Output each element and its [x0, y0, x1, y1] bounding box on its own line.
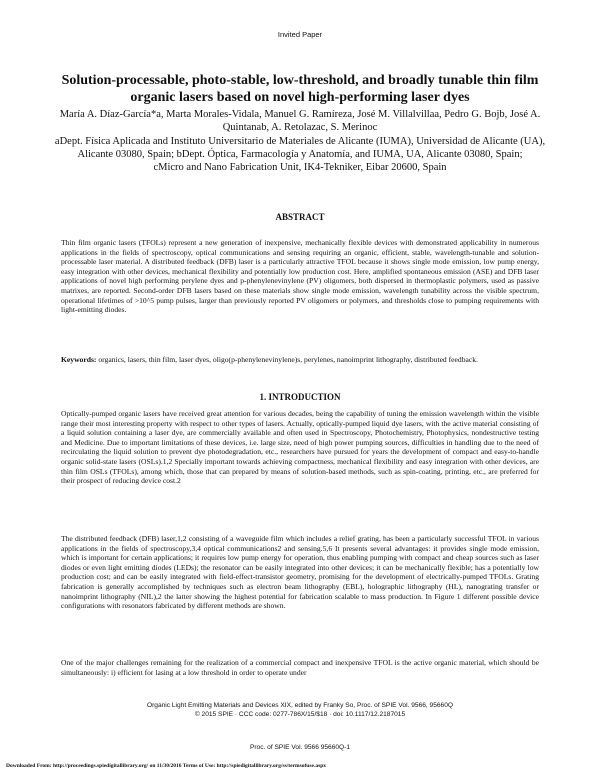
abstract-text: Thin film organic lasers (TFOLs) represent a new generation of inexpensive, mechanically flexible devices with demonstrated applicability in numerous applications in the fields of spectroscopy, optical communications and sensing requiring an organic, efficient, stable, wavelength-tunable and solution-processable laser material. A distributed feedback (DFB) laser is a particularly attractive TFOL because it shows single mode emission, low pump energy, easy integration with other devices, mechanical flexibility and potentially low production cost. Here, amplified spontaneous emission (ASE) and DFB laser applications of novel high performing perylene dyes and p-phenylenevinylene (PV) oligomers, both dispersed in thermoplastic polymers, used as passive matrixes, are reported. Second-order DFB lasers based on these materials show single mode emission, wavelength tunability across the visible spectrum, operational lifetimes of >10^5 pump pulses, larger than previously reported PV oligomers or polymers, and thresholds close to pumping requirements with light-emitting diodes. — [61, 238, 539, 315]
affiliation-1: aDept. Física Aplicada and Instituto Universitario de Materiales de Alicante (IUMA), Universidad de Alicante (UA), Alicante 03080, Spain; bDept. Óptica, Farmacología y Anatomía, and IUMA, UA, Alicante 03080, Spain; — [54, 136, 546, 160]
page-identifier: Proc. of SPIE Vol. 9566 95660Q-1 — [249, 744, 351, 751]
paper-title: Solution-processable, photo-stable, low-threshold, and broadly tunable thin film organic lasers based on novel high-performing laser dyes — [61, 73, 539, 105]
author-list: María A. Díaz-García*a, Marta Morales-Vidala, Manuel G. Ramíreza, José M. Villalvillaa, Pedro G. Bojb, José A. Quintanab, A. Retolazac, S. Merinoc — [59, 109, 541, 133]
footer-line-1: Organic Light Emitting Materials and Devices XIX, edited by Franky So, Proc. of SPIE Vol. 9566, 95660Q — [146, 702, 454, 709]
footer-line-2: © 2015 SPIE · CCC code: 0277-786X/15/$18 · doi: 10.1117/12.2187015 — [194, 710, 406, 718]
introduction-heading: 1. INTRODUCTION — [259, 392, 341, 402]
keywords — [61, 355, 539, 365]
keywords-text: organics, lasers, thin film, laser dyes, oligo(p-phenylenevinylene)s, perylenes, nanoimprint lithography, distributed feedback. — [98, 355, 478, 364]
download-notice: Downloaded From: http://proceedings.spiedigitallibrary.org/ on 11/30/2016 Terms of Use: http://spiedigitallibrary.org/ss/termsofuse.aspx — [6, 763, 327, 769]
invited-paper-label: Invited Paper — [277, 30, 323, 39]
intro-paragraph-2: The distributed feedback (DFB) laser,1,2 consisting of a waveguide film which includes a relief grating, has been a particularly successful TFOL in various applications in the fields of spectroscopy,3,4 optical communications2 and sensing.5,6 It presents several advantages: it provides single mode emission, which is important for certain applications; it requires low pump energy for operation, thus enabling pumping with compact and cheap sources such as laser diodes or even light emitting diodes (LEDs); the resonator can be easily integrated into other devices; it can be mechanically flexible; has a potentially low production cost; and can be easily integrated with field-effect-transistor geometry, promising for the development of electrically-pumped TFOLs. Grating fabrication is generally accomplished by techniques such as electron beam lithography (EBL), holographic lithography (HL), nanograting transfer or nanoimprint lithography (NIL),2 the latter showing the highest potential for fabrication scalable to mass production. In Figure 1 different possible device configurations with resonators fabricated by different methods are shown. — [61, 534, 539, 611]
proceedings-footer — [0, 702, 600, 719]
intro-paragraph-1: Optically-pumped organic lasers have received great attention for various decades, being the capability of tuning the emission wavelength within the visible range their most interesting property with respect to other types of lasers. Actually, optically-pumped liquid dye lasers, with the active material consisting of a liquid solution containing a laser dye, are commercially available and often used in Spectroscopy, Photochemistry, Photophysics, nondestructive testing and Medicine. Due to important limitations of these devices, i.e. large size, need of high power pumping sources, difficulties in handling due to the need of recirculating the liquid solution to prevent dye photodegradation, etc., researchers have pursued for years the development of compact and easy-to-handle organic solid-state lasers (OSLs).1,2 Specially important towards achieving compactness, mechanical flexibility and easy integration with other devices, are thin film OSLs (TFOLs), among which, those that can prepared by means of solution-based methods, such as spin-coating, printing, etc., are preferred for their prospect of reducing device cost.2 — [61, 409, 539, 486]
abstract-heading: ABSTRACT — [275, 212, 325, 222]
affiliations — [50, 135, 550, 174]
intro-paragraph-3: One of the major challenges remaining for the realization of a commercial compact and inexpensive TFOL is the active organic material, which should be simultaneously: i) efficient for lasing at a low threshold in order to operate under — [61, 658, 539, 677]
keywords-label: Keywords: — [61, 355, 97, 364]
affiliation-2: cMicro and Nano Fabrication Unit, IK4-Tekniker, Eibar 20600, Spain — [153, 162, 447, 173]
